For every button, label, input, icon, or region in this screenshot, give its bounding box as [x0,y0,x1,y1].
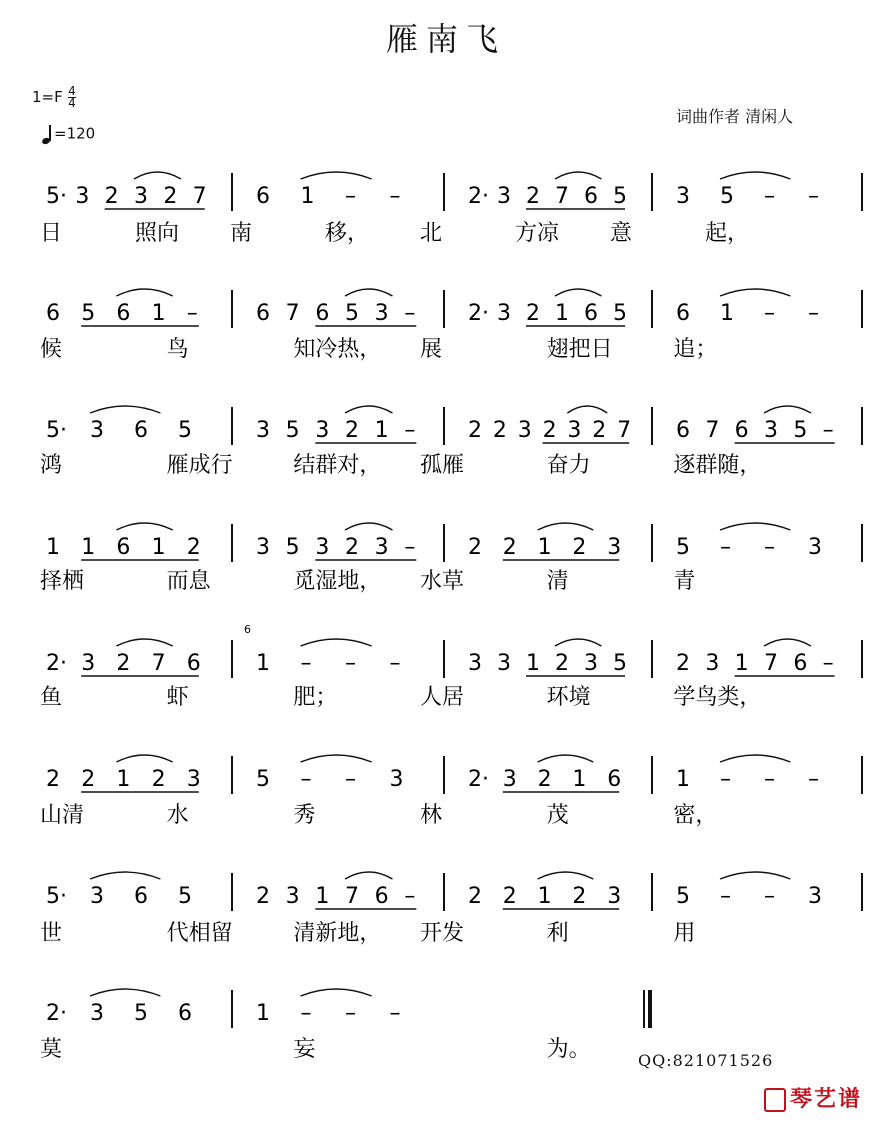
note: 6 [607,767,622,792]
note: 6 [676,418,690,443]
note: – [720,884,731,909]
note: 2 [256,884,270,909]
note: 3 [497,301,511,326]
note: 3 [468,651,482,676]
note: 1 [676,767,690,792]
note: – [764,301,775,326]
note: 1 [256,1001,270,1026]
note: 5 [676,884,690,909]
lyric: 结群对， [293,453,382,478]
note: 2 [572,535,587,560]
lyric: 照向 [135,221,180,246]
note: – [808,301,819,326]
note: 2 [46,767,60,792]
note: 2 [116,651,131,676]
note: 6 [584,301,598,326]
note: 7 [555,184,569,209]
note: 1 [315,884,330,909]
lyric: 利 [546,921,569,946]
note: – [404,301,416,326]
note: 3 [285,884,300,909]
note: 3 [186,767,201,792]
note: 7 [151,651,166,676]
slur [720,289,790,296]
note: 5 [720,184,734,209]
note: 1 [537,884,552,909]
note: 6 [676,301,690,326]
note: – [389,651,401,676]
note: 5· [46,418,67,443]
lyric: 水 [166,803,189,828]
lyric: 为。 [546,1037,591,1062]
note: 2 [468,418,482,443]
lyric: 意 [610,221,633,246]
note: 2 [502,535,517,560]
note: 1 [256,651,270,676]
note: 3 [607,884,622,909]
note: – [345,651,356,676]
site-logo [764,1082,862,1113]
note: 6 [116,301,131,326]
note: 5 [285,418,300,443]
note: 5 [613,184,627,209]
note: 7 [617,418,632,443]
note: 2· [468,767,489,792]
note: 2 [572,884,587,909]
note: 2 [81,767,96,792]
slur [116,523,172,530]
lyric: 追； [673,337,718,362]
note: 3 [315,535,330,560]
slur [764,639,811,646]
note: – [389,184,401,209]
note: 1 [151,301,166,326]
lyric: 妄 [293,1037,316,1062]
slur [301,172,372,179]
note: – [389,1001,401,1026]
note: 3 [705,651,720,676]
note: 2 [502,884,517,909]
note: 2 [345,535,359,560]
lyric: 开发 [420,921,465,946]
note: 3 [808,884,822,909]
note: 3 [607,535,622,560]
note: 6 [46,301,60,326]
slur [345,406,392,413]
note: – [720,535,731,560]
note: 3 [497,651,511,676]
note: 5 [134,1001,148,1026]
note: – [822,418,834,443]
note: 3 [90,1001,104,1026]
note: 3 [134,184,148,209]
note: – [404,884,416,909]
note: 3 [374,535,389,560]
note: 3 [764,418,778,443]
note: 2 [537,767,552,792]
note: 3 [90,884,104,909]
note: – [808,767,819,792]
note: – [404,535,416,560]
note: 7 [285,301,300,326]
slur [720,872,790,879]
note: – [186,301,198,326]
note: 3 [75,184,90,209]
lyric: 学鸟类， [673,685,762,710]
time-signature-bottom: 4 [68,96,76,110]
note: 6 [256,184,270,209]
note: 5 [256,767,270,792]
lyric: 北 [420,221,443,246]
note: 3 [90,418,104,443]
lyric: 秀 [293,803,316,828]
note: 5 [178,418,192,443]
slur [538,872,594,879]
note: – [764,535,775,560]
lyric: 鱼 [40,685,63,710]
note: – [300,767,312,792]
note: 6 [374,884,389,909]
score-title: 雁南飞 [385,20,506,58]
note: 5 [285,535,300,560]
note: 7 [764,651,778,676]
slur [90,872,160,879]
note: – [764,884,775,909]
slur [301,755,372,762]
note: 5 [178,884,192,909]
note: 5· [46,184,67,209]
composer-credit: 词曲作者 清闲人 [676,107,794,126]
note: 2 [526,184,540,209]
note: 7 [345,884,359,909]
note: 6 [186,651,201,676]
lyric: 清 [546,569,569,594]
logo-text: 琴艺谱 [790,1087,863,1112]
note: 3 [502,767,517,792]
grace-note: 6 [244,623,251,636]
slur [134,172,181,179]
note: 2 [163,184,178,209]
note: 7 [705,418,720,443]
lyric: 茂 [546,803,569,828]
slur [764,406,811,413]
lyric: 起， [705,221,750,246]
note: 2 [542,418,557,443]
note: 2 [468,535,482,560]
lyric: 青 [673,569,696,594]
note: 1 [526,651,540,676]
note: 3 [315,418,330,443]
note: 2 [555,651,569,676]
lyric: 而息 [166,569,211,594]
slur [345,523,392,530]
qq-watermark: QQ:821071526 [638,1051,774,1070]
slur [90,989,160,996]
note: – [404,418,416,443]
lyric: 鸿 [40,453,63,478]
note: 6 [116,535,131,560]
lyric: 知冷热， [293,337,382,362]
note: 6 [134,884,148,909]
note: 3 [374,301,389,326]
slur [301,989,372,996]
note: 1 [720,301,734,326]
note: 2 [186,535,201,560]
slur [555,639,601,646]
note: 5 [81,301,96,326]
slur [301,639,372,646]
slur [720,523,790,530]
note: – [345,767,356,792]
lyric: 孤雁 [420,453,465,478]
lyric: 雁成行 [166,453,233,478]
note: 6 [793,651,808,676]
lyric: 鸟 [166,337,189,362]
note: 1 [374,418,389,443]
note: 1 [537,535,552,560]
note: 6 [734,418,749,443]
slur [345,289,392,296]
lyric: 清新地， [293,921,382,946]
lyric: 日 [40,221,63,246]
lyric: 觅湿地， [293,569,382,594]
note: – [764,767,775,792]
note: – [345,184,356,209]
slur [555,172,601,179]
note: – [720,767,731,792]
lyric: 世 [40,921,63,946]
note: 3 [256,418,270,443]
note: 2 [592,418,607,443]
note: 6 [178,1001,192,1026]
note: 2 [526,301,540,326]
note: 2· [46,1001,67,1026]
note: 2 [104,184,119,209]
lyric: 奋力 [546,453,591,478]
note: 1 [555,301,569,326]
note: 7 [192,184,207,209]
note: 5 [676,535,690,560]
lyric: 肥； [293,685,338,710]
note: 3 [517,418,532,443]
lyric: 代相留 [166,921,233,946]
note: 3 [584,651,598,676]
lyric: 密， [673,803,718,828]
note: – [822,651,834,676]
note: 6 [134,418,148,443]
note: 1 [734,651,749,676]
slur [116,755,172,762]
note: 3 [256,535,270,560]
note: 3 [389,767,404,792]
slur [555,289,601,296]
note: 3 [81,651,96,676]
slur [116,639,172,646]
note: 2 [151,767,166,792]
slur [538,523,594,530]
note: 2 [492,418,507,443]
note: 5 [793,418,808,443]
lyric: 环境 [546,685,591,710]
lyric: 南 [230,221,253,246]
note: 3 [497,184,511,209]
note: 3 [676,184,690,209]
note: 1 [151,535,166,560]
note: 2· [468,184,489,209]
note: 2· [46,651,67,676]
key-signature: 1=F [32,88,63,106]
note: 1 [116,767,131,792]
slur [720,755,790,762]
lyric: 方凉 [515,221,560,246]
note: – [808,184,819,209]
lyric: 候 [40,337,63,362]
lyric: 用 [673,921,696,946]
note: 6 [584,184,598,209]
slur [116,289,172,296]
note: 2 [345,418,359,443]
lyric: 翅把日 [546,337,613,362]
slur [90,406,160,413]
note: 6 [315,301,330,326]
tempo-value: =120 [54,124,96,143]
note: 1 [46,535,60,560]
note: 3 [808,535,822,560]
note: – [345,1001,356,1026]
note: – [300,1001,312,1026]
note: – [300,651,312,676]
slur [538,755,594,762]
lyric: 林 [420,803,443,828]
lyric: 山清 [40,803,85,828]
slur [345,872,392,879]
note: 1 [300,184,315,209]
note: 5· [46,884,67,909]
note: 1 [81,535,96,560]
note: 3 [567,418,582,443]
note: 2 [468,884,482,909]
lyric: 择栖 [40,569,85,594]
note: 5 [613,651,627,676]
lyric: 逐群随， [673,453,762,478]
lyric: 虾 [166,685,189,710]
slur [567,406,607,413]
note: 2· [468,301,489,326]
lyric: 莫 [40,1037,63,1062]
note: 5 [613,301,627,326]
lyric: 水草 [420,569,465,594]
lyric: 移， [325,221,370,246]
logo-icon [764,1088,786,1112]
lyric: 展 [420,337,443,362]
lyric: 人居 [420,685,465,710]
note: 6 [256,301,270,326]
note: 1 [572,767,587,792]
note: – [764,184,775,209]
slur [720,172,790,179]
time-signature-top: 4 [68,84,76,98]
note: 5 [345,301,359,326]
note: 2 [676,651,690,676]
